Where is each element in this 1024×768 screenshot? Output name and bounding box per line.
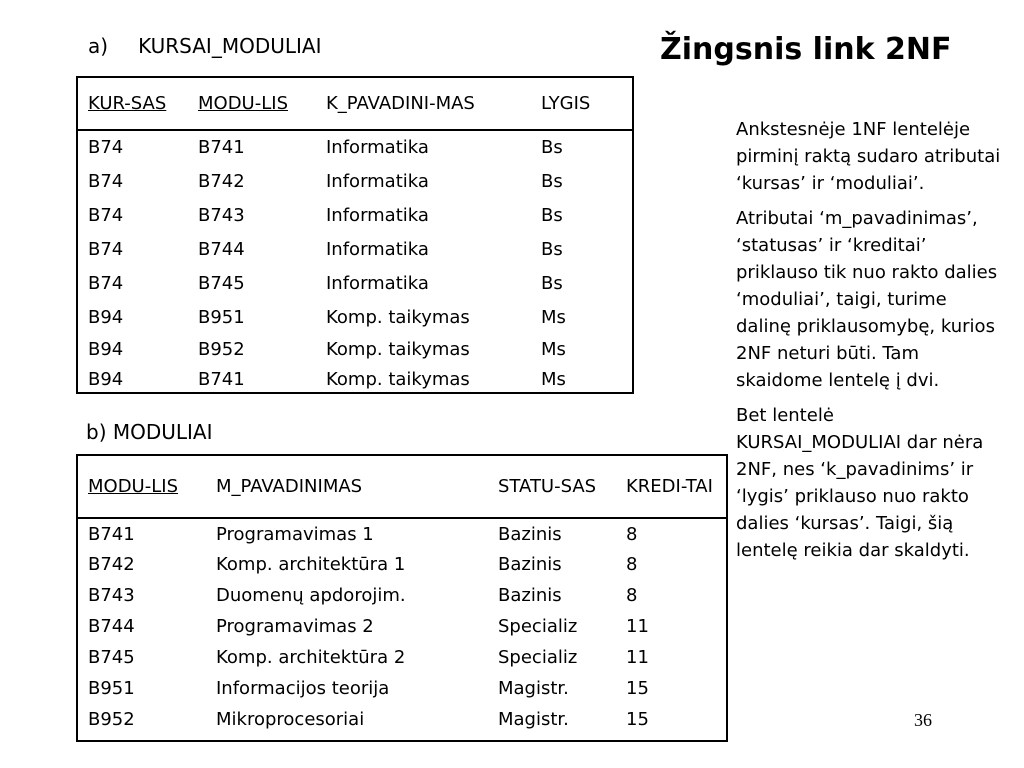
table-cell: B742 xyxy=(198,170,245,192)
table-row xyxy=(78,704,726,735)
table-cell: Komp. taikymas xyxy=(326,306,470,328)
table-cell: B94 xyxy=(88,338,124,360)
table-cell: Mikroprocesoriai xyxy=(216,709,365,730)
table-cell: B74 xyxy=(88,238,124,260)
table-row xyxy=(78,300,632,334)
section-a-name: KURSAI_MODULIAI xyxy=(138,34,322,58)
table-header-row xyxy=(78,456,726,518)
section-b-label: b) MODULIAI xyxy=(86,420,213,444)
table-cell: Bazinis xyxy=(498,554,562,575)
table-cell: Informatika xyxy=(326,170,429,192)
explanation-panel xyxy=(736,116,1004,572)
table-row xyxy=(78,673,726,704)
table-row xyxy=(78,130,632,164)
table-cell: B741 xyxy=(88,523,135,545)
table-cell: Bs xyxy=(541,238,563,260)
explanation-paragraph-1: Ankstesnėje 1NF lentelėje pirminį raktą sudaro atributai ‘kursas’ ir ‘moduliai’. xyxy=(736,119,1001,194)
table-cell: B741 xyxy=(198,368,245,390)
table-cell: Specializ xyxy=(498,647,578,668)
column-header: KREDI-TAI xyxy=(616,456,726,518)
table-row xyxy=(78,164,632,198)
table-cell: Komp. taikymas xyxy=(326,368,470,390)
table-cell: 11 xyxy=(626,616,649,637)
table-cell: B741 xyxy=(198,137,245,158)
explanation-paragraph-2: Atributai ‘m_pavadinimas’, ‘statusas’ ir ‘kreditai’ priklauso tik nuo rakto dalies ‘moduliai’, taigi, turime dalinę priklausomybę, kurios 2NF neturi būti. Tam skaidome lentelę į dvi. xyxy=(736,208,998,391)
table-cell: Bazinis xyxy=(498,585,562,606)
table-cell: Informatika xyxy=(326,204,429,226)
explanation-paragraph-3: Bet lentelė KURSAI_MODULIAI dar nėra 2NF, nes ‘k_pavadinims’ ir ‘lygis’ priklauso nuo rakto dalies ‘kursas’. Taigi, šią lentelę reikia dar skaldyti. xyxy=(736,405,984,561)
table-cell: B745 xyxy=(198,272,245,294)
table-cell: B74 xyxy=(88,170,124,192)
table-cell: B74 xyxy=(88,204,124,226)
section-a-label xyxy=(88,34,321,58)
table-cell: Informatika xyxy=(326,272,429,294)
table-row xyxy=(78,266,632,300)
table-row xyxy=(78,232,632,266)
section-a-prefix: a) xyxy=(88,34,109,58)
column-header: LYGIS xyxy=(531,78,632,130)
table-cell: Bs xyxy=(541,170,563,192)
table-cell: Magistr. xyxy=(498,678,569,699)
table-cell: 15 xyxy=(626,678,649,699)
table-cell: B745 xyxy=(88,647,135,668)
column-header: MODU-LIS xyxy=(78,456,206,518)
table-cell: Informatika xyxy=(326,238,429,260)
table-row xyxy=(78,518,726,549)
table-cell: Magistr. xyxy=(498,709,569,730)
table-row xyxy=(78,198,632,232)
table-cell: 8 xyxy=(626,554,638,575)
table-cell: Ms xyxy=(541,338,566,360)
table-cell: B94 xyxy=(88,306,124,328)
table-cell: B952 xyxy=(198,338,245,360)
column-header: STATU-SAS xyxy=(488,456,616,518)
table-cell: 8 xyxy=(626,585,638,606)
table-cell: B743 xyxy=(88,585,135,606)
table-cell: B744 xyxy=(198,238,245,260)
table-cell: Bazinis xyxy=(498,523,562,545)
slide-title: Žingsnis link 2NF xyxy=(660,32,952,67)
table-cell: Programavimas 1 xyxy=(216,523,374,545)
table-cell: B951 xyxy=(88,678,135,699)
table-cell: Bs xyxy=(541,204,563,226)
table-cell: Komp. architektūra 2 xyxy=(216,647,406,668)
table-cell: B74 xyxy=(88,272,124,294)
table-row xyxy=(78,611,726,642)
column-header: M_PAVADINIMAS xyxy=(206,456,488,518)
table-header-row xyxy=(78,78,632,130)
table-row xyxy=(78,580,726,611)
table-cell: Programavimas 2 xyxy=(216,616,374,637)
page-number: 36 xyxy=(914,710,932,730)
moduliai-table xyxy=(76,454,728,742)
table-cell: Bs xyxy=(541,272,563,294)
kursai-moduliai-table xyxy=(76,76,634,394)
table-cell: B742 xyxy=(88,554,135,575)
table-cell: Specializ xyxy=(498,616,578,637)
table-cell: B951 xyxy=(198,306,245,328)
table-cell: Komp. taikymas xyxy=(326,338,470,360)
column-header: MODU-LIS xyxy=(188,78,316,130)
table-row xyxy=(78,549,726,580)
table-cell: Ms xyxy=(541,368,566,390)
table-cell: Duomenų apdorojim. xyxy=(216,585,406,606)
column-header: KUR-SAS xyxy=(78,78,188,130)
table-cell: Ms xyxy=(541,306,566,328)
table-cell: Bs xyxy=(541,137,563,158)
table-cell: B94 xyxy=(88,368,124,390)
table-cell: Informacijos teorija xyxy=(216,678,390,699)
table-cell: Informatika xyxy=(326,137,429,158)
table-cell: Komp. architektūra 1 xyxy=(216,554,406,575)
table-cell: B952 xyxy=(88,709,135,730)
table-row xyxy=(78,334,632,364)
table-cell: 8 xyxy=(626,523,638,545)
table-row xyxy=(78,364,632,394)
table-cell: 15 xyxy=(626,709,649,730)
table-cell: B74 xyxy=(88,137,124,158)
table-cell: B744 xyxy=(88,616,135,637)
table-row xyxy=(78,642,726,673)
column-header: K_PAVADINI-MAS xyxy=(316,78,531,130)
table-cell: B743 xyxy=(198,204,245,226)
table-cell: 11 xyxy=(626,647,649,668)
